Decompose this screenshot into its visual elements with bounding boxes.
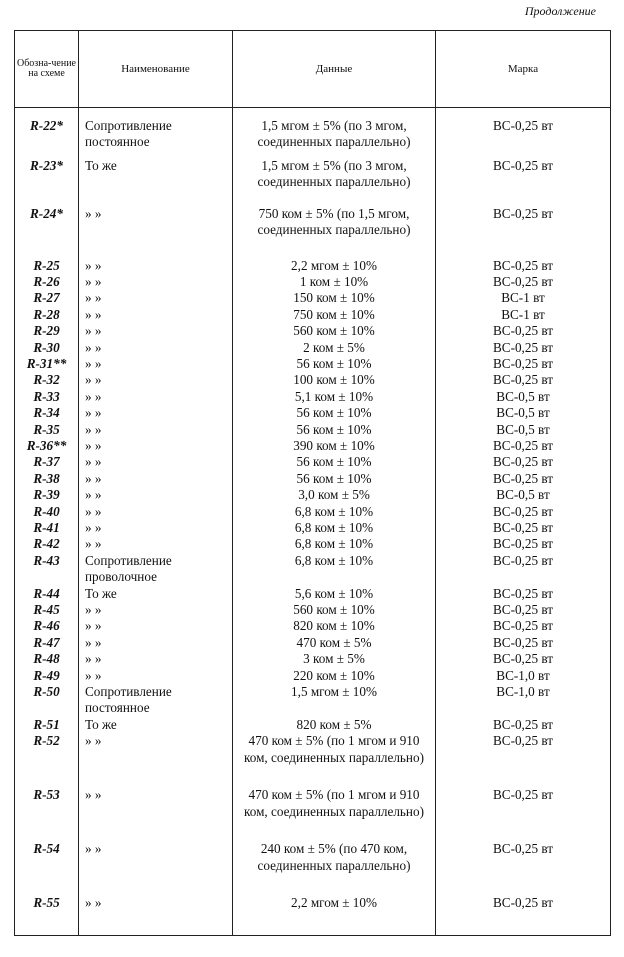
row-mark: ВС-0,25 вт (436, 586, 611, 602)
row-mark: ВС-0,25 вт (436, 158, 611, 206)
row-designation: R-48 (15, 651, 79, 667)
row-mark: ВС-0,25 вт (436, 520, 611, 536)
table-row (15, 206, 611, 258)
row-mark: ВС-0,25 вт (436, 340, 611, 356)
row-designation: R-23* (15, 158, 79, 206)
row-mark: ВС-0,5 вт (436, 405, 611, 421)
table-header-row (15, 31, 611, 108)
row-mark: ВС-0,25 вт (436, 618, 611, 634)
row-data: 820 ком ± 5% (233, 717, 436, 733)
row-mark: ВС-0,25 вт (436, 651, 611, 667)
row-designation: R-29 (15, 323, 79, 339)
row-mark: ВС-0,25 вт (436, 471, 611, 487)
row-data: 5,6 ком ± 10% (233, 586, 436, 602)
row-mark: ВС-1,0 вт (436, 684, 611, 717)
row-designation: R-24* (15, 206, 79, 258)
row-mark: ВС-0,25 вт (436, 717, 611, 733)
table-row (15, 323, 611, 339)
row-data: 1 ком ± 10% (233, 274, 436, 290)
row-data: 560 ком ± 10% (233, 602, 436, 618)
row-name: » » (79, 635, 233, 651)
row-name: » » (79, 290, 233, 306)
header-mark: Марка (436, 31, 611, 108)
row-mark: ВС-0,25 вт (436, 635, 611, 651)
row-data: 56 ком ± 10% (233, 471, 436, 487)
row-data: 470 ком ± 5% (по 1 мгом и 910 ком, соединенных параллельно) (233, 733, 436, 787)
row-designation: R-45 (15, 602, 79, 618)
header-data: Данные (233, 31, 436, 108)
table-row (15, 438, 611, 454)
row-name: » » (79, 787, 233, 841)
table-body (15, 108, 611, 936)
table-row (15, 487, 611, 503)
row-designation: R-25 (15, 258, 79, 274)
row-data: 6,8 ком ± 10% (233, 520, 436, 536)
row-designation: R-35 (15, 422, 79, 438)
row-name: » » (79, 733, 233, 787)
table-row (15, 258, 611, 274)
row-name: » » (79, 323, 233, 339)
row-data: 390 ком ± 10% (233, 438, 436, 454)
table-row (15, 290, 611, 306)
row-name: Сопротивление проволочное (79, 553, 233, 586)
row-name: » » (79, 471, 233, 487)
row-mark: ВС-1 вт (436, 307, 611, 323)
row-data: 240 ком ± 5% (по 470 ком, соединенных параллельно) (233, 841, 436, 895)
row-data: 5,1 ком ± 10% (233, 389, 436, 405)
row-designation: R-39 (15, 487, 79, 503)
row-mark: ВС-0,25 вт (436, 733, 611, 787)
row-name: » » (79, 258, 233, 274)
row-data: 560 ком ± 10% (233, 323, 436, 339)
table-row (15, 684, 611, 717)
row-data: 470 ком ± 5% (233, 635, 436, 651)
row-data: 3 ком ± 5% (233, 651, 436, 667)
row-mark: ВС-1,0 вт (436, 668, 611, 684)
row-name: » » (79, 487, 233, 503)
row-mark: ВС-0,25 вт (436, 356, 611, 372)
header-name: Наименование (79, 31, 233, 108)
table-row (15, 504, 611, 520)
row-mark: ВС-0,25 вт (436, 258, 611, 274)
row-designation: R-47 (15, 635, 79, 651)
row-designation: R-32 (15, 372, 79, 388)
row-data: 56 ком ± 10% (233, 454, 436, 470)
row-name: » » (79, 356, 233, 372)
row-mark: ВС-0,25 вт (436, 372, 611, 388)
table-row (15, 602, 611, 618)
table-row (15, 717, 611, 733)
row-name: » » (79, 405, 233, 421)
table-row (15, 422, 611, 438)
row-data: 56 ком ± 10% (233, 356, 436, 372)
row-data: 3,0 ком ± 5% (233, 487, 436, 503)
row-designation: R-22* (15, 108, 79, 158)
row-mark: ВС-0,25 вт (436, 274, 611, 290)
row-mark: ВС-0,25 вт (436, 536, 611, 552)
table-row (15, 108, 611, 158)
table-row (15, 158, 611, 206)
row-designation: R-55 (15, 895, 79, 935)
row-designation: R-34 (15, 405, 79, 421)
table-row (15, 340, 611, 356)
row-data: 100 ком ± 10% (233, 372, 436, 388)
row-designation: R-38 (15, 471, 79, 487)
row-name: Сопротивление постоянное (79, 108, 233, 158)
row-designation: R-28 (15, 307, 79, 323)
table-row (15, 356, 611, 372)
row-designation: R-33 (15, 389, 79, 405)
row-mark: ВС-0,25 вт (436, 787, 611, 841)
table-row (15, 733, 611, 787)
table-row (15, 668, 611, 684)
row-name: » » (79, 504, 233, 520)
row-data: 56 ком ± 10% (233, 405, 436, 421)
header-designation: Обозна-чение на схеме (15, 31, 79, 108)
row-data: 1,5 мгом ± 5% (по 3 мгом, соединенных параллельно) (233, 158, 436, 206)
row-name: » » (79, 536, 233, 552)
row-designation: R-54 (15, 841, 79, 895)
table-row (15, 536, 611, 552)
table-row (15, 454, 611, 470)
row-name: То же (79, 158, 233, 206)
row-data: 220 ком ± 10% (233, 668, 436, 684)
row-name: » » (79, 307, 233, 323)
table-row (15, 787, 611, 841)
row-mark: ВС-0,25 вт (436, 504, 611, 520)
row-mark: ВС-0,25 вт (436, 895, 611, 935)
row-designation: R-26 (15, 274, 79, 290)
row-mark: ВС-0,5 вт (436, 487, 611, 503)
table-row (15, 895, 611, 935)
row-mark: ВС-0,5 вт (436, 389, 611, 405)
row-designation: R-49 (15, 668, 79, 684)
row-data: 750 ком ± 10% (233, 307, 436, 323)
row-designation: R-42 (15, 536, 79, 552)
row-name: » » (79, 520, 233, 536)
row-designation: R-46 (15, 618, 79, 634)
row-designation: R-53 (15, 787, 79, 841)
table-row (15, 405, 611, 421)
row-mark: ВС-1 вт (436, 290, 611, 306)
row-name: То же (79, 586, 233, 602)
row-name: » » (79, 389, 233, 405)
row-name: » » (79, 841, 233, 895)
row-name: » » (79, 438, 233, 454)
row-data: 6,8 ком ± 10% (233, 536, 436, 552)
row-designation: R-40 (15, 504, 79, 520)
row-name: » » (79, 422, 233, 438)
row-data: 470 ком ± 5% (по 1 мгом и 910 ком, соединенных параллельно) (233, 787, 436, 841)
row-name: » » (79, 618, 233, 634)
row-name: Сопротивление постоянное (79, 684, 233, 717)
row-designation: R-52 (15, 733, 79, 787)
row-mark: ВС-0,25 вт (436, 454, 611, 470)
row-designation: R-51 (15, 717, 79, 733)
row-designation: R-37 (15, 454, 79, 470)
table-row (15, 274, 611, 290)
table-row (15, 651, 611, 667)
table-row (15, 520, 611, 536)
row-name: » » (79, 340, 233, 356)
row-mark: ВС-0,25 вт (436, 602, 611, 618)
row-name: » » (79, 651, 233, 667)
row-designation: R-30 (15, 340, 79, 356)
row-mark: ВС-0,5 вт (436, 422, 611, 438)
row-name: » » (79, 602, 233, 618)
row-name: » » (79, 668, 233, 684)
table-row (15, 307, 611, 323)
row-data: 2 ком ± 5% (233, 340, 436, 356)
row-designation: R-43 (15, 553, 79, 586)
table-row (15, 553, 611, 586)
row-designation: R-44 (15, 586, 79, 602)
row-designation: R-27 (15, 290, 79, 306)
table-row (15, 471, 611, 487)
row-designation: R-36** (15, 438, 79, 454)
row-data: 6,8 ком ± 10% (233, 553, 436, 586)
row-data: 150 ком ± 10% (233, 290, 436, 306)
row-name: » » (79, 274, 233, 290)
row-data: 1,5 мгом ± 5% (по 3 мгом, соединенных параллельно) (233, 108, 436, 158)
row-designation: R-31** (15, 356, 79, 372)
row-data: 2,2 мгом ± 10% (233, 258, 436, 274)
continuation-label: Продолжение (524, 4, 596, 18)
row-data: 6,8 ком ± 10% (233, 504, 436, 520)
row-name: » » (79, 454, 233, 470)
row-name: » » (79, 372, 233, 388)
table-row (15, 586, 611, 602)
row-data: 820 ком ± 10% (233, 618, 436, 634)
row-data: 750 ком ± 5% (по 1,5 мгом, соединенных параллельно) (233, 206, 436, 258)
row-mark: ВС-0,25 вт (436, 438, 611, 454)
row-name: » » (79, 895, 233, 935)
table-row (15, 372, 611, 388)
row-data: 56 ком ± 10% (233, 422, 436, 438)
table-row (15, 635, 611, 651)
row-mark: ВС-0,25 вт (436, 553, 611, 586)
row-name: » » (79, 206, 233, 258)
row-designation: R-50 (15, 684, 79, 717)
row-data: 2,2 мгом ± 10% (233, 895, 436, 935)
row-mark: ВС-0,25 вт (436, 323, 611, 339)
table-row (15, 841, 611, 895)
row-name: То же (79, 717, 233, 733)
row-data: 1,5 мгом ± 10% (233, 684, 436, 717)
table-row (15, 389, 611, 405)
row-mark: ВС-0,25 вт (436, 108, 611, 158)
row-mark: ВС-0,25 вт (436, 841, 611, 895)
row-designation: R-41 (15, 520, 79, 536)
row-mark: ВС-0,25 вт (436, 206, 611, 258)
table-row (15, 618, 611, 634)
resistor-table (14, 30, 611, 936)
